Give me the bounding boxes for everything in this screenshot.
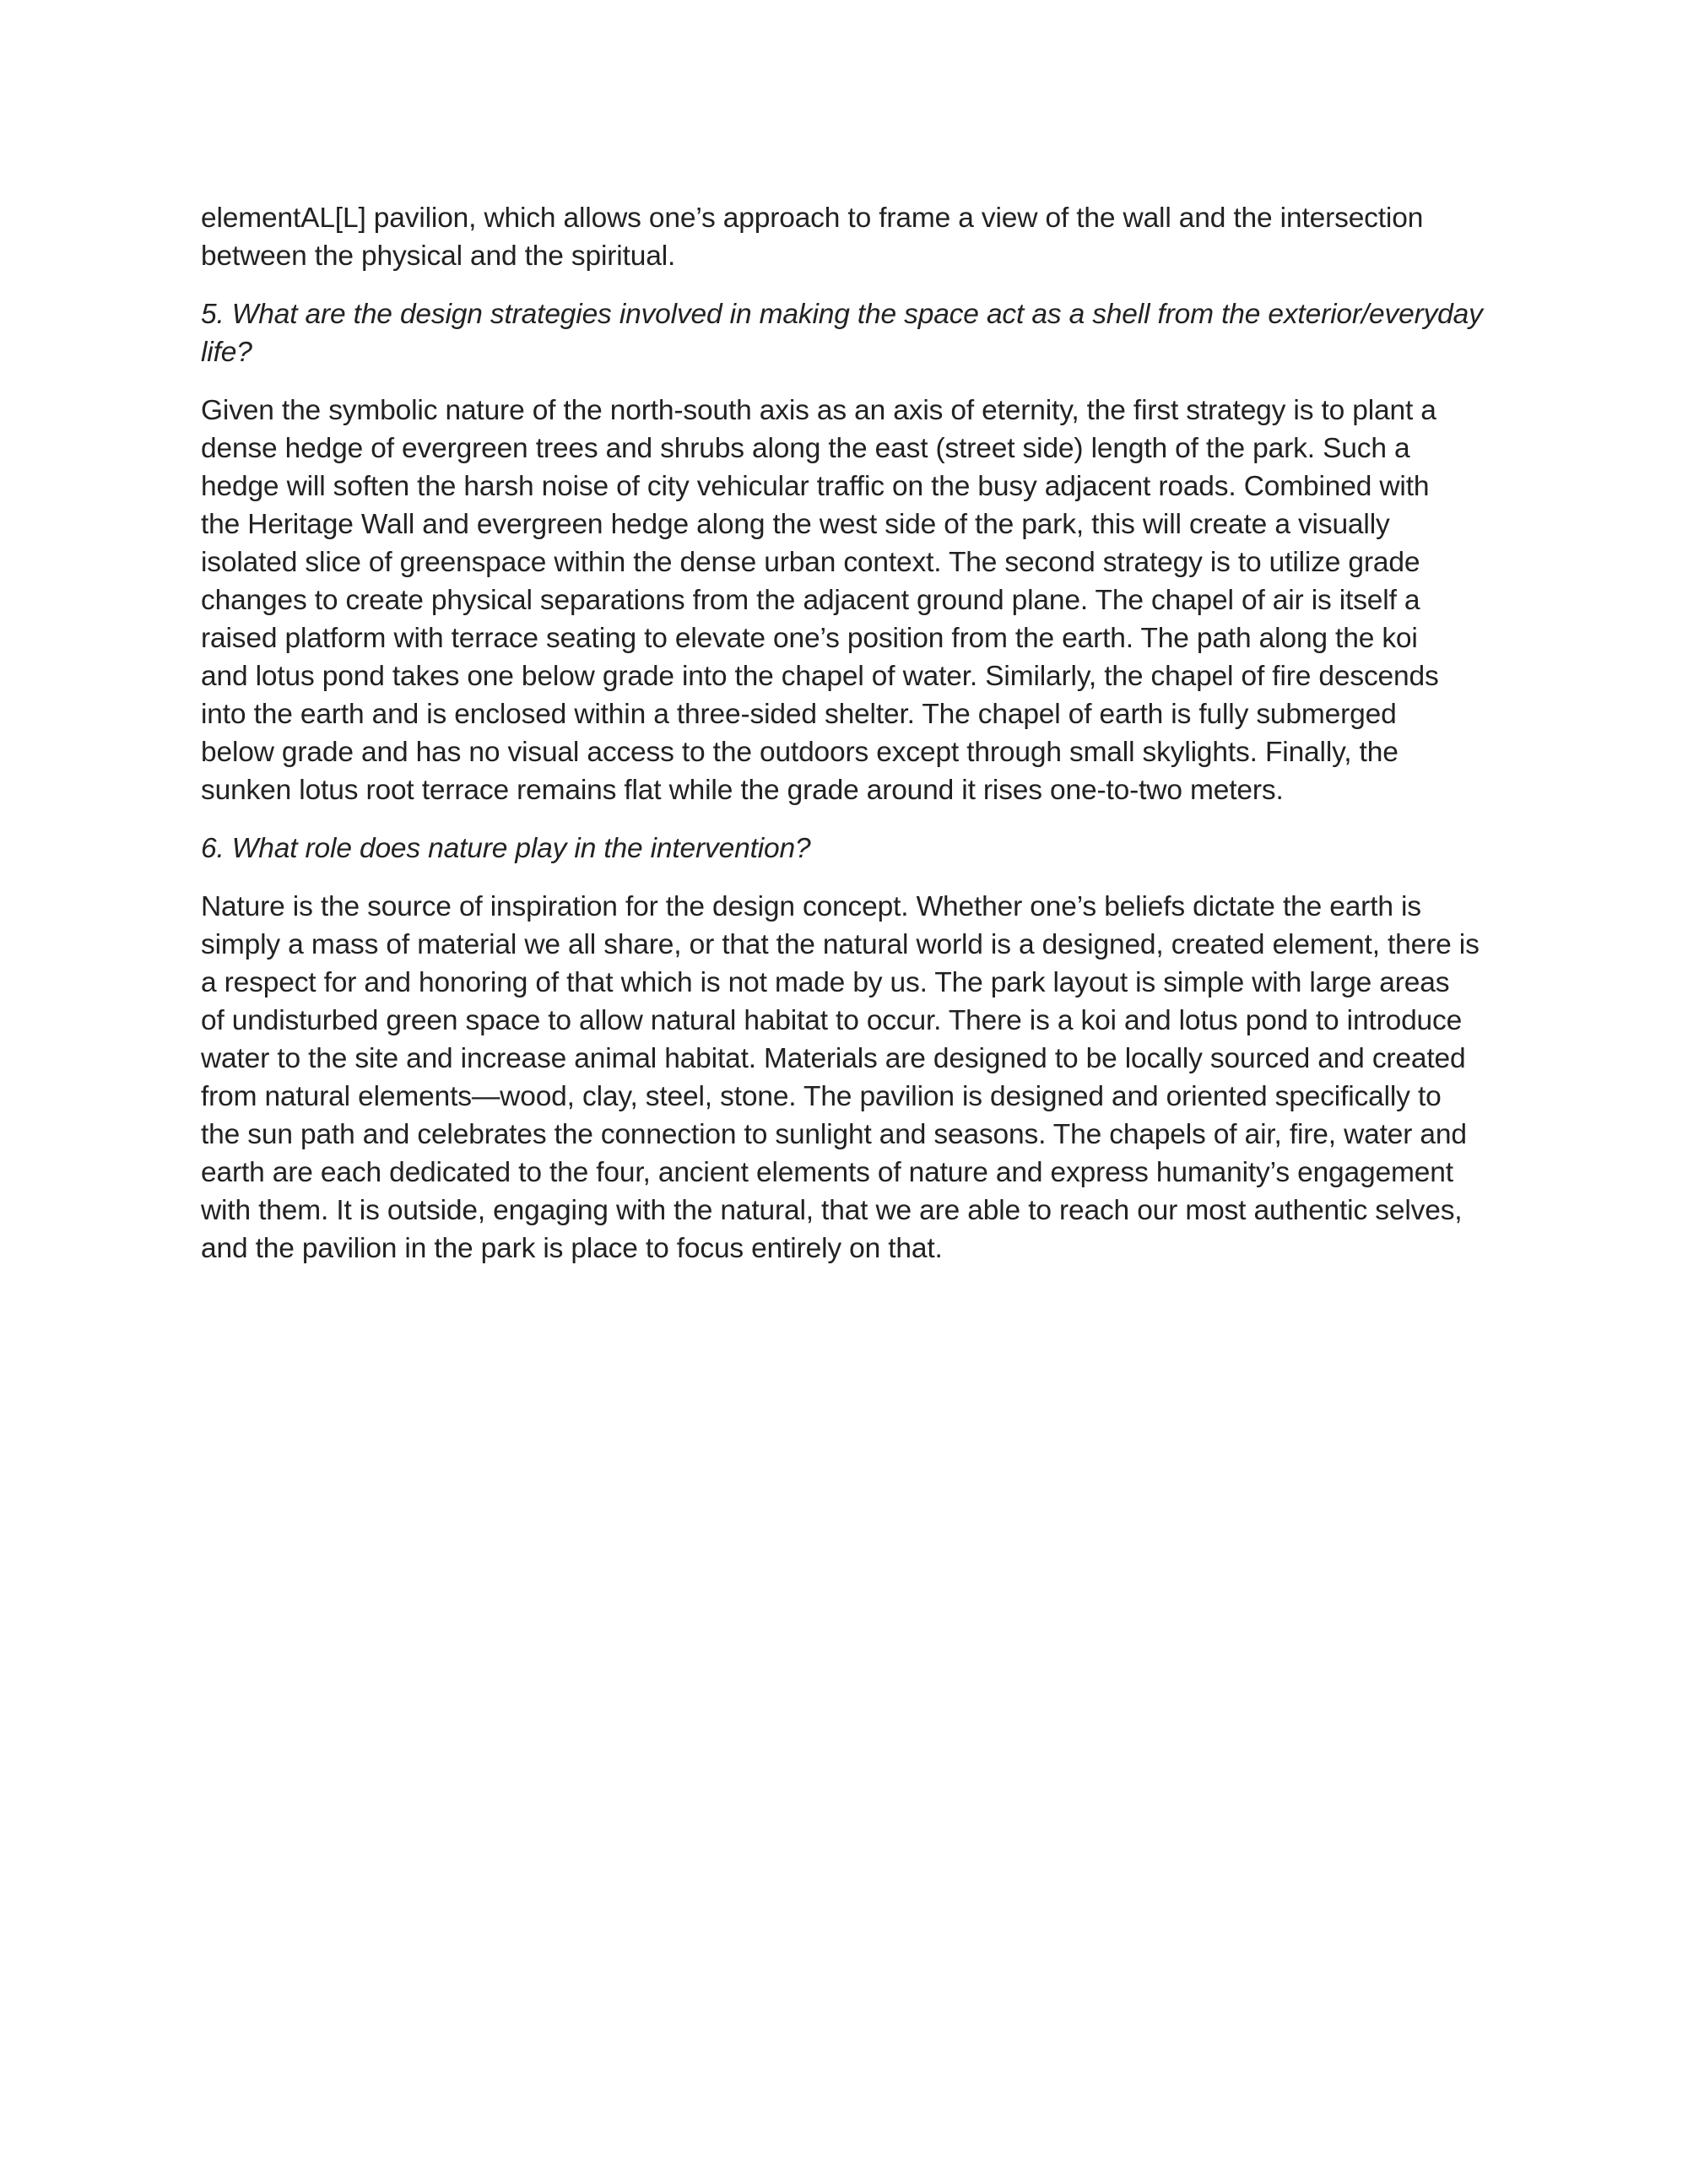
- answer-5: Given the symbolic nature of the north-south axis as an axis of eternity, the first strategy is to plant a dense hedge of evergreen trees and shrubs along the east (street side) length of the park. Such a hedge will soften the harsh noise of city vehicular traffic on the busy adjacent roads. Combined with the Heritage Wall and evergreen hedge along the west side of the park, this will create a visually isolated slice of greenspace within the dense urban context. The second strategy is to utilize grade changes to create physical separations from the adjacent ground plane. The chapel of air is itself a raised platform with terrace seating to elevate one’s position from the earth. The path along the koi and lotus pond takes one below grade into the chapel of water. Similarly, the chapel of fire descends into the earth and is enclosed within a three-sided shelter. The chapel of earth is fully submerged below grade and has no visual access to the outdoors except through small skylights. Finally, the sunken lotus root terrace remains flat while the grade around it rises one-to-two meters.: [201, 395, 1439, 806]
- paragraph-intro-continuation: elementAL[L] pavilion, which allows one’s approach to frame a view of the wall and the intersection between the physical and the spiritual.: [201, 203, 1424, 272]
- answer-6: Nature is the source of inspiration for the design concept. Whether one’s beliefs dictate the earth is simply a mass of material we all share, or that the natural world is a designed, created element, there is a respect for and honoring of that which is not made by us. The park layout is simple with large areas of undisturbed green space to allow natural habitat to occur. There is a koi and lotus pond to introduce water to the site and increase animal habitat. Materials are designed to be locally sourced and created from natural elements—wood, clay, steel, stone. The pavilion is designed and oriented specifically to the sun path and celebrates the connection to sunlight and seasons. The chapels of air, fire, water and earth are each dedicated to the four, ancient elements of nature and express humanity’s engagement with them. It is outside, engaging with the natural, that we are able to reach our most authentic selves, and the pavilion in the park is place to focus entirely on that.: [201, 891, 1480, 1264]
- question-6: 6. What role does nature play in the intervention?: [201, 833, 811, 864]
- question-5: 5. What are the design strategies involved in making the space act as a shell from the exterior/everyday life?: [201, 299, 1483, 368]
- document-body: [201, 199, 1501, 1288]
